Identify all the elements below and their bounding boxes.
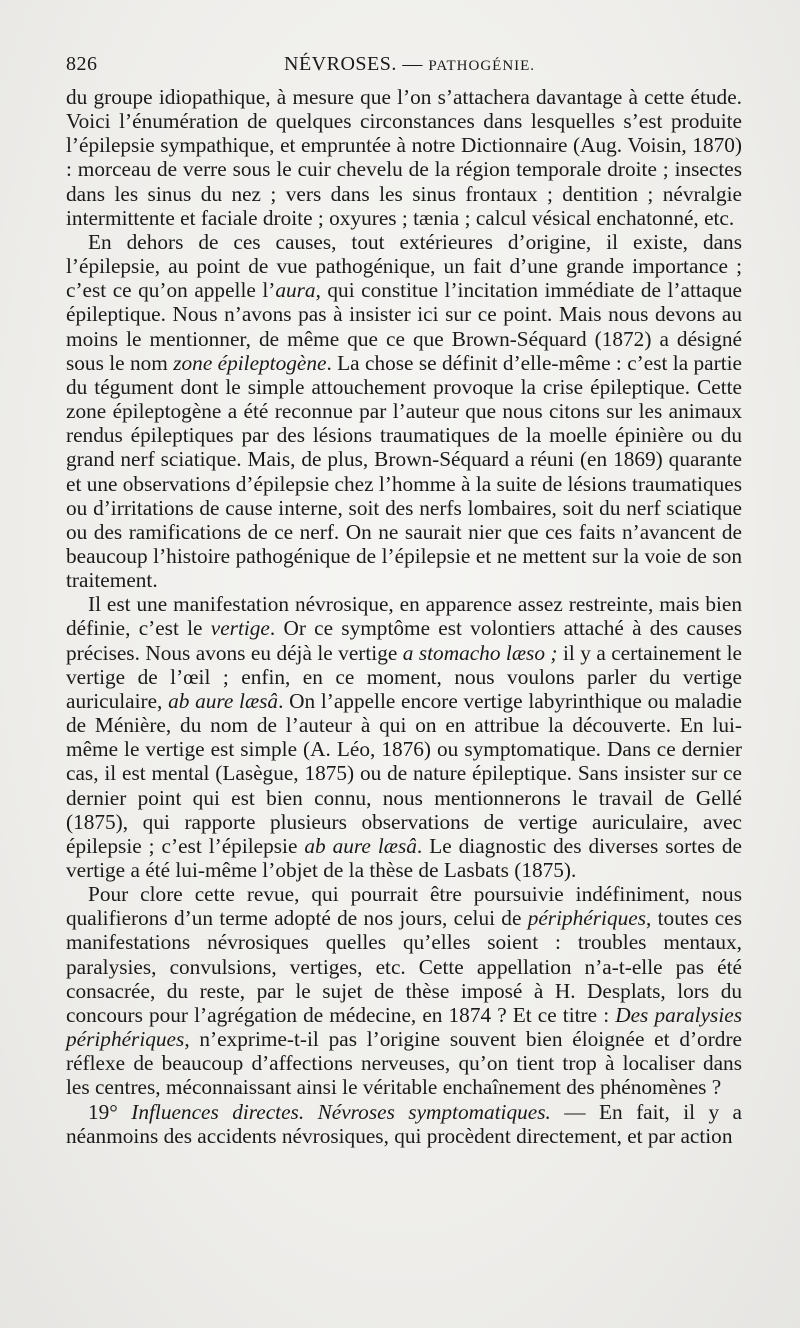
running-head [284, 53, 535, 76]
running-head-subtitle: PATHOGÉNIE. [428, 58, 536, 74]
text-segment: Il est une manifestation névrosique, en apparence assez restreinte, mais bien définie, c’est le [66, 592, 742, 641]
page-number: 826 [66, 53, 98, 75]
italic-text: Influences directes. Névroses symptomatiques. [131, 1099, 551, 1124]
text-segment: . On l’appelle encore vertige labyrinthique ou maladie de Ménière, du nom de l’auteur à qui on en attribue la découverte. En lui-même le vertige est simple (A. Léo, 1876) ou symptomatique. Dans ce dernier cas, il est mental (Lasègue, 1875) ou de nature épileptique. Sans insister sur ce dernier point qui est bien connu, nous mentionnerons le travail de Gellé (1875), qui rapporte plusieurs observations de vertige auriculaire, avec épilepsie ; c’est l’épilepsie [66, 688, 742, 858]
text-segment: . Le diagnostic des diverses sortes de vertige a été lui-même l’objet de la thèse de Lasbats (1875). [66, 833, 742, 882]
italic-text: ab aure læsâ [304, 833, 417, 858]
text-segment: . Or ce symptôme est volontiers attaché à des causes précises. Nous avons eu déjà le vertige [66, 616, 743, 665]
italic-text: zone épileptogène [173, 350, 327, 375]
italic-text: vertige [210, 616, 270, 641]
text-segment: il y a certainement le vertige de l’œil ; enfin, en ce moment, nous voulons parler du vertige auriculaire, [66, 640, 743, 713]
text-segment: — En fait, il y a néanmoins des accidents névrosiques, qui procèdent directement, et par action [66, 1099, 742, 1148]
page-header [66, 53, 742, 79]
paragraph [66, 85, 742, 230]
italic-text: aura [275, 278, 316, 303]
paragraph [66, 1100, 742, 1148]
text-segment: . La chose se définit d’elle-même : c’est la partie du tégument dont le simple attouchement provoque la crise épileptique. Cette zone épileptogène a été reconnue par l’auteur que nous citons sur les animaux rendus épileptiques par des lésions traumatiques de la moelle épinière ou du grand nerf sciatique. Mais, de plus, Brown-Séquard a réuni (en 1869) quarante et une observations d’épilepsie chez l’homme à la suite de lésions traumatiques ou d’irritations de cause interne, soit des nerfs lombaires, soit du nerf sciatique ou des ramifications de ce nerf. On ne saurait nier que ces faits n’avancent de beaucoup l’histoire pathogénique de l’épilepsie et ne mettent sur la voie de son traitement. [66, 350, 742, 593]
running-head-title: NÉVROSES. [284, 53, 397, 75]
text-segment: En dehors de ces causes, tout extérieures d’origine, il existe, dans l’épilepsie, au point de vue pathogénique, un fait d’une grande importance ; c’est ce qu’on appelle l’ [66, 229, 742, 303]
paragraph [66, 882, 742, 1099]
text-segment: , n’exprime-t-il pas l’origine souvent bien éloignée et d’ordre réflexe de beaucoup d’affections nerveuses, qu’on tient trop à localiser dans les centres, méconnaissant ainsi le véritable enchaînement des phénomènes ? [66, 1027, 742, 1100]
text-segment: , toutes ces manifestations névrosiques quelles qu’elles soient : troubles mentaux, paralysies, convulsions, vertiges, etc. Cette appellation n’a-t-elle pas été consacrée, du reste, par le sujet de thèse imposé à H. Desplats, lors du concours pour l’agrégation de médecine, en 1874 ? Et ce titre : [66, 906, 742, 1027]
text-segment: Pour clore cette revue, qui pourrait être poursuivie indéfiniment, nous qualifierons d’un terme adopté de nos jours, celui de [66, 882, 742, 931]
text-segment: , qui constitue l’incitation immédiate de l’attaque épileptique. Nous n’avons pas à insister ici sur ce point. Mais nous devons au moins le mentionner, de même que ce que Brown-Séquard (1872) a désigné sous le nom [66, 278, 742, 375]
running-head-separator: — [402, 53, 423, 75]
italic-text: ab aure læsâ [168, 688, 279, 713]
body-text [66, 85, 742, 1148]
italic-text: a stomacho læso ; [402, 640, 558, 665]
paragraph [66, 230, 742, 592]
text-segment: du groupe idiopathique, à mesure que l’on s’attachera davantage à cette étude. Voici l’énumération de quelques circonstances dans lesquelles s’est produite l’épilepsie sympathique, et empruntée à notre Dictionnaire (Aug. Voisin, 1870) : morceau de verre sous le cuir chevelu de la région temporale droite ; insectes dans les sinus du nez ; vers dans les sinus frontaux ; dentition ; névralgie intermittente et faciale droite ; oxyures ; tænia ; calcul vésical enchatonné, etc. [66, 85, 742, 230]
paragraph [66, 592, 742, 882]
italic-text: Des paralysies périphériques [66, 1002, 742, 1052]
text-segment: 19° [88, 1099, 132, 1124]
italic-text: périphériques [527, 906, 647, 931]
